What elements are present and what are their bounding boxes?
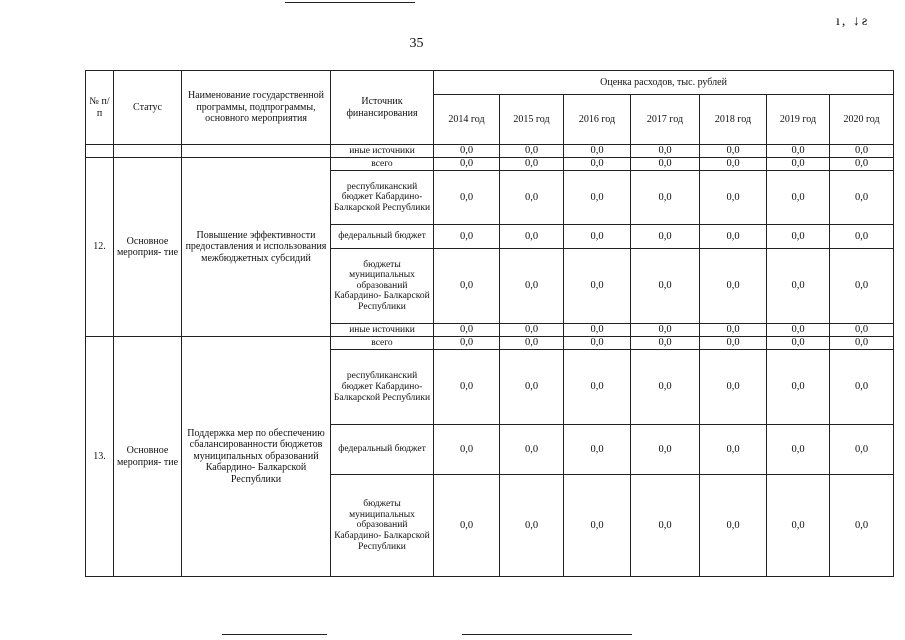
value-cell: 0,0 (700, 158, 767, 171)
value-cell: 0,0 (830, 158, 894, 171)
item-status: Основное мероприя- тие (114, 158, 182, 337)
value-cell: 0,0 (830, 324, 894, 337)
value-cell: 0,0 (500, 425, 564, 475)
source-cell: иные источники (331, 324, 434, 337)
empty-cell (114, 145, 182, 158)
empty-cell (86, 145, 114, 158)
value-cell: 0,0 (564, 171, 631, 225)
value-cell: 0,0 (767, 171, 830, 225)
header-year: 2020 год (830, 95, 894, 145)
value-cell: 0,0 (830, 337, 894, 350)
value-cell: 0,0 (700, 171, 767, 225)
value-cell: 0,0 (767, 475, 830, 577)
value-cell: 0,0 (767, 324, 830, 337)
bottom-scan-line (222, 634, 327, 635)
header-year: 2018 год (700, 95, 767, 145)
value-cell: 0,0 (500, 350, 564, 425)
value-cell: 0,0 (830, 475, 894, 577)
value-cell: 0,0 (631, 337, 700, 350)
value-cell: 0,0 (700, 350, 767, 425)
item-number: 13. (86, 337, 114, 577)
bottom-scan-line (462, 634, 632, 635)
value-cell: 0,0 (564, 145, 631, 158)
value-cell: 0,0 (500, 249, 564, 324)
value-cell: 0,0 (830, 171, 894, 225)
header-num: № п/п (86, 71, 114, 145)
value-cell: 0,0 (631, 324, 700, 337)
header-name: Наименование государственной программы, подпрограммы, основного мероприятия (182, 71, 331, 145)
corner-mark: ı, ↓ƨ (836, 14, 870, 29)
value-cell: 0,0 (564, 337, 631, 350)
value-cell: 0,0 (631, 425, 700, 475)
value-cell: 0,0 (434, 324, 500, 337)
value-cell: 0,0 (564, 350, 631, 425)
page-number: 35 (409, 36, 424, 51)
value-cell: 0,0 (564, 475, 631, 577)
value-cell: 0,0 (830, 350, 894, 425)
source-cell: республиканский бюджет Кабардино- Балкарской Республики (331, 171, 434, 225)
value-cell: 0,0 (434, 158, 500, 171)
item-name: Поддержка мер по обеспечению сбалансированности бюджетов муниципальных образований Кабардино- Балкарской Республики (182, 337, 331, 577)
value-cell: 0,0 (500, 145, 564, 158)
value-cell: 0,0 (767, 249, 830, 324)
item-number: 12. (86, 158, 114, 337)
table-row (86, 337, 894, 350)
item-name: Повышение эффективности предоставления и использования межбюджетных субсидий (182, 158, 331, 337)
value-cell: 0,0 (631, 249, 700, 324)
value-cell: 0,0 (564, 249, 631, 324)
value-cell: 0,0 (564, 225, 631, 249)
value-cell: 0,0 (434, 350, 500, 425)
header-status: Статус (114, 71, 182, 145)
value-cell: 0,0 (700, 337, 767, 350)
source-cell: республиканский бюджет Кабардино- Балкарской Республики (331, 350, 434, 425)
value-cell: 0,0 (434, 171, 500, 225)
value-cell: 0,0 (700, 475, 767, 577)
value-cell: 0,0 (434, 225, 500, 249)
value-cell: 0,0 (434, 425, 500, 475)
top-scan-line (285, 2, 415, 3)
value-cell: 0,0 (830, 249, 894, 324)
value-cell: 0,0 (564, 425, 631, 475)
value-cell: 0,0 (830, 425, 894, 475)
budget-table (85, 70, 894, 577)
value-cell: 0,0 (631, 145, 700, 158)
value-cell: 0,0 (564, 324, 631, 337)
value-cell: 0,0 (564, 158, 631, 171)
header-estimate: Оценка расходов, тыс. рублей (434, 71, 894, 95)
value-cell: 0,0 (434, 475, 500, 577)
source-cell: всего (331, 158, 434, 171)
value-cell: 0,0 (631, 158, 700, 171)
value-cell: 0,0 (631, 225, 700, 249)
value-cell: 0,0 (500, 324, 564, 337)
source-cell: федеральный бюджет (331, 425, 434, 475)
table-row (86, 158, 894, 171)
empty-cell (182, 145, 331, 158)
value-cell: 0,0 (700, 249, 767, 324)
value-cell: 0,0 (767, 225, 830, 249)
value-cell: 0,0 (700, 145, 767, 158)
value-cell: 0,0 (830, 145, 894, 158)
value-cell: 0,0 (700, 225, 767, 249)
value-cell: 0,0 (631, 350, 700, 425)
value-cell: 0,0 (434, 249, 500, 324)
value-cell: 0,0 (700, 425, 767, 475)
source-cell: всего (331, 337, 434, 350)
value-cell: 0,0 (767, 425, 830, 475)
value-cell: 0,0 (631, 475, 700, 577)
header-year: 2017 год (631, 95, 700, 145)
value-cell: 0,0 (500, 171, 564, 225)
value-cell: 0,0 (434, 337, 500, 350)
header-year: 2015 год (500, 95, 564, 145)
value-cell: 0,0 (767, 145, 830, 158)
value-cell: 0,0 (767, 158, 830, 171)
value-cell: 0,0 (631, 171, 700, 225)
value-cell: 0,0 (700, 324, 767, 337)
source-cell: иные источники (331, 145, 434, 158)
header-year: 2014 год (434, 95, 500, 145)
header-year: 2016 год (564, 95, 631, 145)
item-status: Основное мероприя- тие (114, 337, 182, 577)
value-cell: 0,0 (434, 145, 500, 158)
value-cell: 0,0 (500, 158, 564, 171)
source-cell: федеральный бюджет (331, 225, 434, 249)
header-source: Источник финансирования (331, 71, 434, 145)
source-cell: бюджеты муниципальных образований Кабардино- Балкарской Республики (331, 249, 434, 324)
value-cell: 0,0 (830, 225, 894, 249)
value-cell: 0,0 (500, 225, 564, 249)
table-row (86, 145, 894, 158)
value-cell: 0,0 (767, 350, 830, 425)
value-cell: 0,0 (767, 337, 830, 350)
value-cell: 0,0 (500, 475, 564, 577)
source-cell: бюджеты муниципальных образований Кабардино- Балкарской Республики (331, 475, 434, 577)
value-cell: 0,0 (500, 337, 564, 350)
header-year: 2019 год (767, 95, 830, 145)
